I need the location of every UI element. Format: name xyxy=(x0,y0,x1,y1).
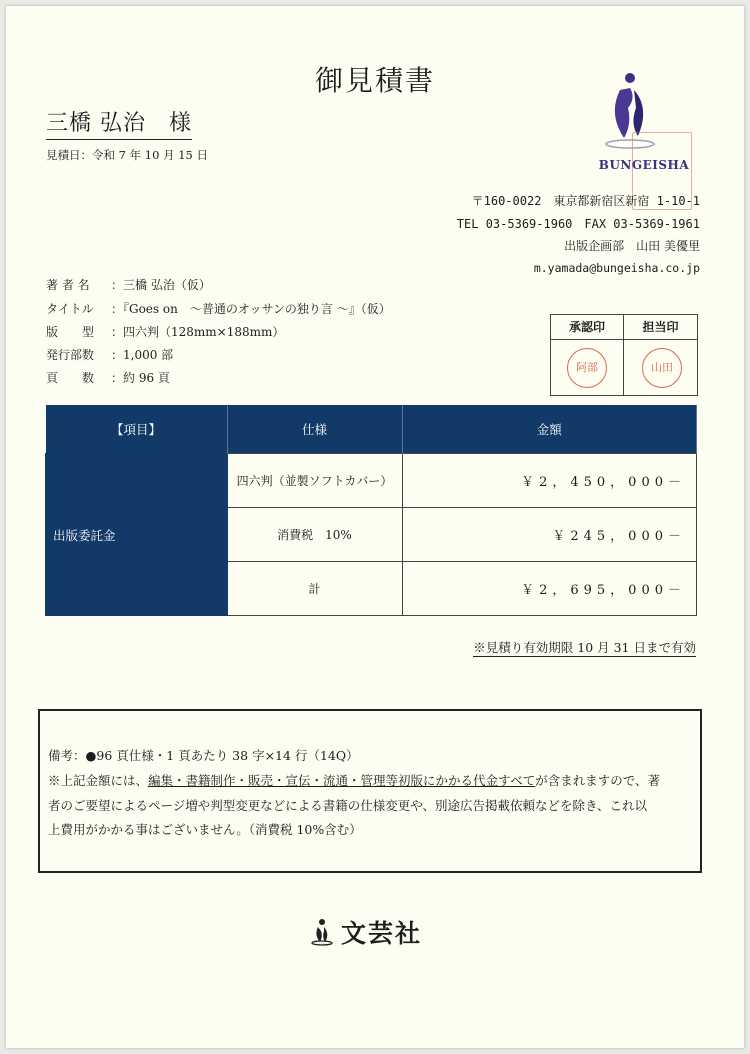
person-seal: 山田 xyxy=(642,348,682,388)
row-amount: ￥2，695，000－ xyxy=(402,562,697,616)
company-address: 〒160-0022 東京都新宿区新宿 1-10-1 xyxy=(471,194,700,208)
approval-stamp-box xyxy=(550,314,698,396)
estimate-table xyxy=(45,405,697,616)
row-spec: 計 xyxy=(227,562,402,616)
notes-line-1: 備考：●96 頁仕様・1 頁あたり 38 字×14 行（14Q） xyxy=(48,748,359,763)
table-header-row xyxy=(46,405,697,454)
estimate-date: 見積日：令和 7 年 10 月 15 日 xyxy=(46,148,209,162)
info-copies: 発行部数 ：1,000 部 xyxy=(46,348,174,362)
notes-line-2: ※上記金額には、編集・書籍制作・販売・宣伝・流通・管理等初版にかかる代金すべてが含まれますので、著 xyxy=(48,773,661,788)
person-stamp-label: 担当印 xyxy=(624,315,697,340)
row-spec: 四六判（並製ソフトカバー） xyxy=(227,454,402,508)
footer-logo xyxy=(309,914,422,950)
info-format: 版 型 ：四六判（128mm×188mm） xyxy=(46,325,285,339)
company-contact-person: 出版企画部 山田 美優里 xyxy=(564,239,700,253)
estimate-document xyxy=(6,6,744,1048)
notes-line-3: 者のご要望によるページ増や判型変更などによる書籍の仕様変更や、別途広告掲載依頼などを除き、これ以 xyxy=(48,798,648,813)
table-row xyxy=(46,454,697,508)
row-amount: ￥2，450，000－ xyxy=(402,454,697,508)
validity-note: ※見積り有効期限 10 月 31 日まで有効 xyxy=(473,640,696,655)
row-spec: 消費税 10% xyxy=(227,508,402,562)
bungeisha-footer-icon xyxy=(309,918,335,946)
item-label: 出版委託金 xyxy=(46,454,228,616)
notes-line-4: 上費用がかかる事はございません。（消費税 10%含む） xyxy=(48,822,362,837)
header-spec: 仕様 xyxy=(227,405,402,454)
approval-stamp-label: 承認印 xyxy=(551,315,623,340)
info-title: タイトル ：『Goes on ～普通のオッサンの独り言 ～』（仮） xyxy=(46,302,391,316)
row-amount: ￥245，000－ xyxy=(402,508,697,562)
info-author: 著 者 名 ：三橋 弘治（仮） xyxy=(46,278,211,292)
recipient-name: 三橋 弘治 様 xyxy=(46,106,192,140)
company-email: m.yamada@bungeisha.co.jp xyxy=(533,261,700,275)
company-logo-text: BUNGEISHA xyxy=(598,158,690,172)
company-phone-fax: TEL 03-5369-1960 FAX 03-5369-1961 xyxy=(456,217,700,231)
document-title: 御見積書 xyxy=(314,64,435,97)
info-pages: 頁 数 ：約 96 頁 xyxy=(46,371,170,385)
notes-box xyxy=(38,709,702,873)
footer-company-name: 文芸社 xyxy=(341,919,423,948)
approval-seal: 阿部 xyxy=(567,348,607,388)
header-item: 【項目】 xyxy=(46,405,228,454)
header-amount: 金額 xyxy=(402,405,697,454)
